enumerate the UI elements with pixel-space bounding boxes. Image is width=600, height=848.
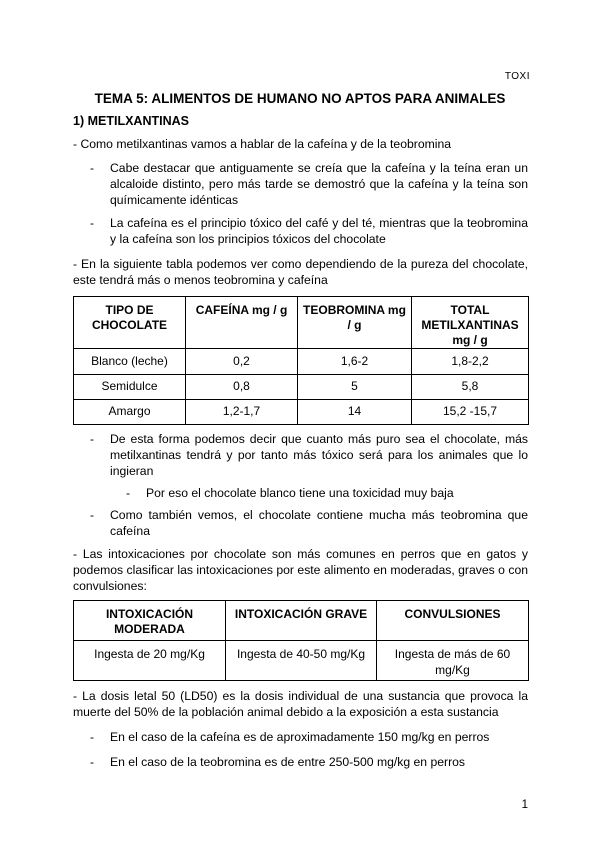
bullet-text: La cafeína es el principio tóxico del café y del té, mientras que la teobromina y la cafeína son los principios tóxicos del chocolate xyxy=(110,216,528,247)
sub-bullet-text: Por eso el chocolate blanco tiene una toxicidad muy baja xyxy=(146,486,454,500)
paragraph-intoxications: - Las intoxicaciones por chocolate son más comunes en perros que en gatos y podemos clasificar las intoxicaciones por este alimento en moderadas, graves o con convulsiones: xyxy=(73,547,528,594)
table-cell: 1,2-1,7 xyxy=(186,400,298,425)
bullet-text: Cabe destacar que antiguamente se creía que la cafeína y la teína eran un alcaloide distinto, pero más tarde se demostró que la cafeína y la teína son químicamente idénticas xyxy=(110,161,528,208)
bullet-text: En el caso de la teobromina es de entre 250-500 mg/kg en perros xyxy=(110,755,466,769)
table-cell: 0,8 xyxy=(186,375,298,400)
table-cell: Semidulce xyxy=(74,375,186,400)
chocolate-table xyxy=(73,296,529,425)
table-row xyxy=(74,349,529,375)
bullet-item xyxy=(90,507,528,539)
bullet-dash: - xyxy=(90,508,95,522)
table-cell: 5,8 xyxy=(412,375,529,400)
page-number: 1 xyxy=(521,799,528,811)
intoxication-table xyxy=(73,600,529,681)
table-cell: 15,2 -15,7 xyxy=(412,400,529,425)
table-header-row xyxy=(74,297,529,349)
bullet-item xyxy=(90,431,528,479)
bullet-text: Como también vemos, el chocolate contiene mucha más teobromina que cafeína xyxy=(110,508,528,539)
bullet-dash: - xyxy=(126,486,131,500)
page-title: TEMA 5: ALIMENTOS DE HUMANO NO APTOS PARA ANIMALES xyxy=(94,91,506,106)
paragraph-ld50: - La dosis letal 50 (LD50) es la dosis individual de una sustancia que provoca la muerte del 50% de la población animal debido a la exposición a esta sustancia xyxy=(73,689,528,720)
table-header-cell: TIPO DE CHOCOLATE xyxy=(74,297,186,349)
bullet-dash: - xyxy=(90,755,95,769)
table-cell: 1,8-2,2 xyxy=(412,349,529,375)
bullet-dash: - xyxy=(90,730,95,744)
bullet-item xyxy=(90,160,528,208)
table-cell: Ingesta de 40-50 mg/Kg xyxy=(226,641,377,681)
table-cell: Ingesta de 20 mg/Kg xyxy=(74,641,226,681)
table-cell: 1,6-2 xyxy=(298,349,412,375)
paragraph-intro: - Como metilxantinas vamos a hablar de la cafeína y de la teobromina xyxy=(73,137,452,151)
table-header-cell: CONVULSIONES xyxy=(377,601,529,641)
table-cell: Blanco (leche) xyxy=(74,349,186,375)
table-row xyxy=(74,400,529,425)
table-cell: 5 xyxy=(298,375,412,400)
table-cell: 14 xyxy=(298,400,412,425)
bullet-dash: - xyxy=(90,432,95,446)
table-row xyxy=(74,375,529,400)
bullet-dash: - xyxy=(90,216,95,230)
table-header-cell: TEOBROMINA mg / g xyxy=(298,297,412,349)
bullet-text: De esta forma podemos decir que cuanto más puro sea el chocolate, más metilxantinas tendrá y por tanto más tóxico será para los animales que lo ingieran xyxy=(110,432,528,479)
table-row xyxy=(74,641,529,681)
table-cell: 0,2 xyxy=(186,349,298,375)
table-header-cell: TOTAL METILXANTINAS mg / g xyxy=(412,297,529,349)
paragraph-table-intro: - En la siguiente tabla podemos ver como dependiendo de la pureza del chocolate, este tendrá más o menos teobromina y cafeína xyxy=(73,257,528,288)
table-header-row xyxy=(74,601,529,641)
table-header-cell: CAFEÍNA mg / g xyxy=(186,297,298,349)
table-header-cell: INTOXICACIÓN MODERADA xyxy=(74,601,226,641)
section-heading: 1) METILXANTINAS xyxy=(73,114,189,128)
bullet-item xyxy=(90,729,528,745)
table-cell: Amargo xyxy=(74,400,186,425)
table-header-cell: INTOXICACIÓN GRAVE xyxy=(226,601,377,641)
bullet-item xyxy=(90,215,528,247)
bullet-dash: - xyxy=(90,161,95,175)
table-cell: Ingesta de más de 60 mg/Kg xyxy=(377,641,529,681)
page-header-tag: TOXI xyxy=(504,71,530,82)
sub-bullet-item xyxy=(126,485,528,501)
bullet-text: En el caso de la cafeína es de aproximadamente 150 mg/kg en perros xyxy=(110,730,490,744)
bullet-item xyxy=(90,754,528,770)
